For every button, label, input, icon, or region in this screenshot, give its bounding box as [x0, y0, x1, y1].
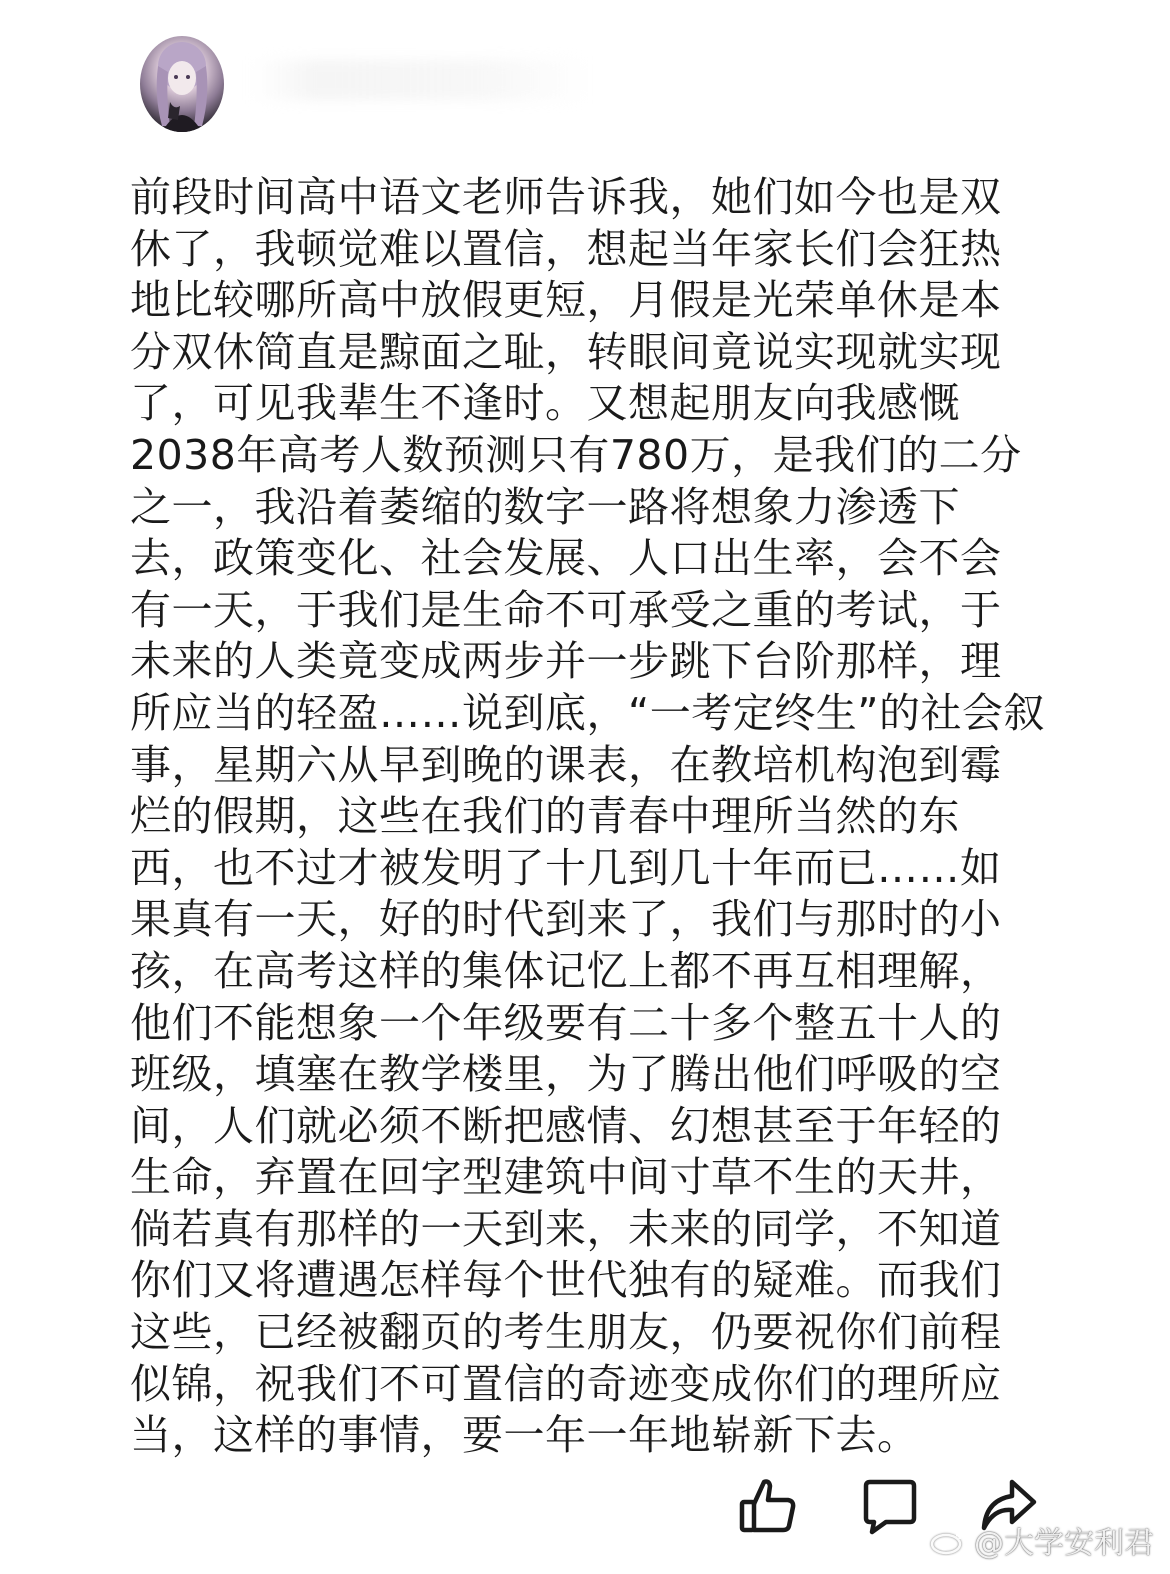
post-body-text	[130, 172, 1045, 1462]
author-avatar[interactable]	[140, 36, 224, 132]
post-line: 他们不能想象一个年级要有二十多个整五十人的	[130, 998, 1002, 1047]
post-line: 当，这样的事情，要一年一年地崭新下去。	[130, 1411, 919, 1460]
post-line: 休了，我顿觉难以置信，想起当年家长们会狂热	[130, 224, 1002, 273]
author-name-redacted	[250, 60, 590, 100]
post-line: 果真有一天，好的时代到来了，我们与那时的小	[130, 895, 1002, 944]
post-line: 事，星期六从早到晚的课表，在教培机构泡到霉	[130, 740, 1002, 789]
post-line: 前段时间高中语文老师告诉我，她们如今也是双	[130, 173, 1002, 221]
post-line: 了，可见我辈生不逢时。又想起朋友向我感慨	[130, 379, 960, 428]
weibo-watermark	[928, 1518, 1154, 1562]
post-line: 2038年高考人数预测只有780万，是我们的二分	[130, 430, 1022, 479]
post-line: 孩，在高考这样的集体记忆上都不再互相理解，	[130, 946, 1002, 995]
post-line: 间，人们就必须不断把感情、幻想甚至于年轻的	[130, 1101, 1002, 1150]
post-line: 西，也不过才被发明了十几到几十年而已……如	[130, 843, 1002, 892]
post-line: 有一天，于我们是生命不可承受之重的考试，于	[130, 585, 1002, 634]
watermark-text: @大学安利君	[974, 1526, 1154, 1561]
post-line: 未来的人类竟变成两步并一步跳下台阶那样，理	[130, 637, 1002, 686]
post-line: 生命，弃置在回字型建筑中间寸草不生的天井，	[130, 1153, 1002, 1202]
post-line: 之一，我沿着萎缩的数字一路将想象力渗透下	[130, 482, 960, 531]
thumbs-up-icon[interactable]	[736, 1474, 800, 1538]
post-line: 去，政策变化、社会发展、人口出生率，会不会	[130, 534, 1002, 583]
post-line: 你们又将遭遇怎样每个世代独有的疑难。而我们	[130, 1256, 1002, 1305]
post-line: 烂的假期，这些在我们的青春中理所当然的东	[130, 792, 960, 841]
post-line: 所应当的轻盈……说到底，“一考定终生”的社会叙	[130, 688, 1045, 737]
post-line: 分双休简直是黥面之耻，转眼间竟说实现就实现	[130, 327, 1002, 376]
post-line: 这些，已经被翻页的考生朋友，仍要祝你们前程	[130, 1308, 1002, 1357]
post-line: 班级，填塞在教学楼里，为了腾出他们呼吸的空	[130, 1050, 1002, 1099]
post-line: 似锦，祝我们不可置信的奇迹变成你们的理所应	[130, 1359, 1002, 1408]
avatar-illustration	[140, 36, 224, 132]
post-line: 倘若真有那样的一天到来，未来的同学，不知道	[130, 1204, 1002, 1253]
weibo-logo-icon	[928, 1524, 968, 1556]
post-line: 地比较哪所高中放假更短，月假是光荣单休是本	[130, 276, 1002, 325]
comment-icon[interactable]	[858, 1474, 922, 1538]
